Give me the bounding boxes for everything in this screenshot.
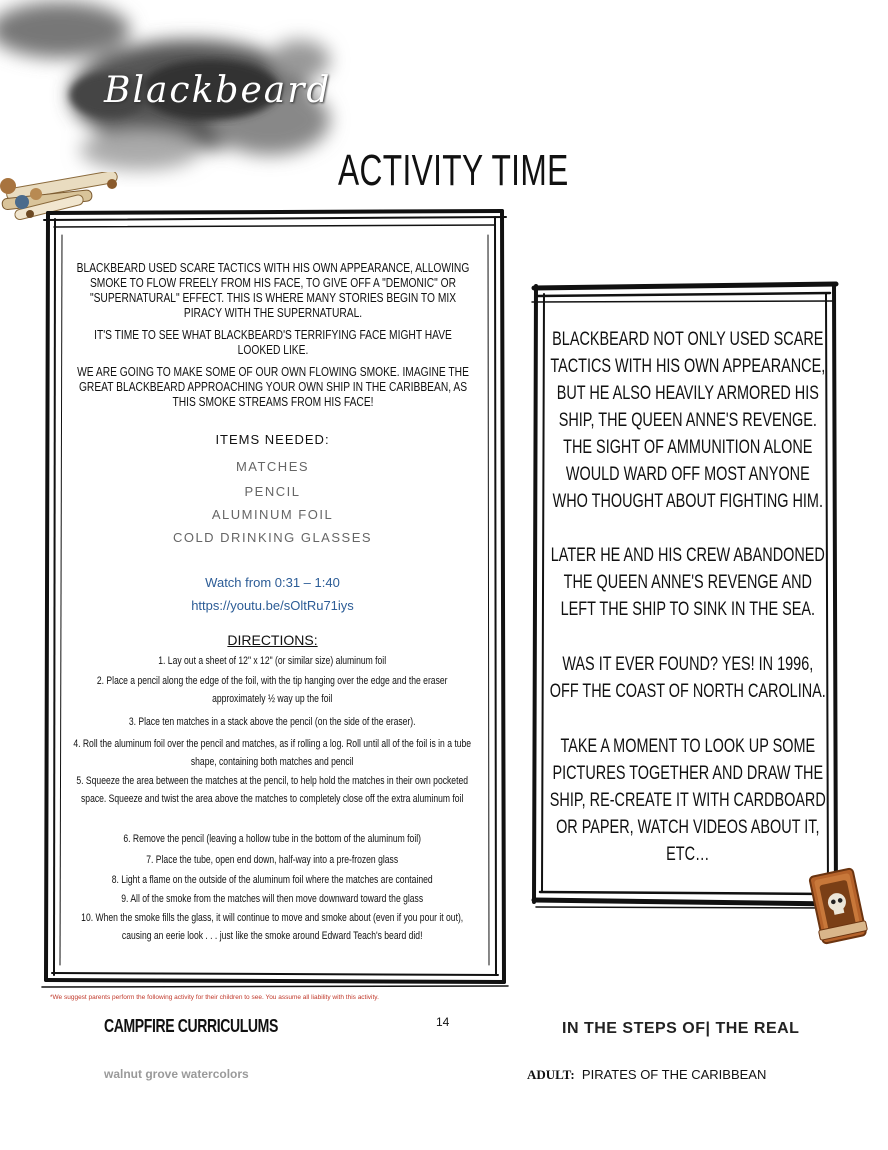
direction-step-9: 9. All of the smoke from the matches will then move downward toward the glass <box>121 893 424 905</box>
direction-step-3: 3. Place ten matches in a stack above the pencil (on the side of the eraser). <box>129 716 416 728</box>
right-paragraph-2: LATER HE AND HIS CREW ABANDONED THE QUEEN ANNE'S REVENGE AND LEFT THE SHIP TO SINK IN THE SEA. <box>550 545 826 620</box>
series-title: IN THE STEPS OF| THE REAL <box>562 1020 800 1037</box>
level-value: PIRATES OF THE CARIBBEAN <box>581 1067 767 1082</box>
direction-step-7: 7. Place the tube, open end down, half-way into a pre-frozen glass <box>146 854 399 866</box>
footer-brand: CAMPFIRE CURRICULUMS <box>104 1016 278 1036</box>
level-label: ADULT: <box>527 1067 575 1082</box>
item-matches: MATCHES <box>235 459 310 474</box>
direction-step-10: 10. When the smoke fills the glass, it will continue to move and smoke about (even if you pour it out), causing an eerie look . . . just like the smoke around Edward Teach's beard did! <box>81 912 464 942</box>
item-aluminum-foil: ALUMINUM FOIL <box>211 507 334 522</box>
direction-step-8: 8. Light a flame on the outside of the aluminum foil where the matches are contained <box>112 874 433 886</box>
publisher-name: walnut grove watercolors <box>104 1067 249 1081</box>
right-paragraph-1: BLACKBEARD NOT ONLY USED SCARE TACTICS WITH HIS OWN APPEARANCE, BUT HE ALSO HEAVILY ARMORED HIS SHIP, THE QUEEN ANNE'S REVENGE. THE SIGHT OF AMMUNITION ALONE WOULD WARD OFF MOST ANYONE WHO THOUGHT ABOUT FIGHTING HIM. <box>550 329 826 512</box>
intro-paragraph-3: WE ARE GOING TO MAKE SOME OF OUR OWN FLOWING SMOKE. IMAGINE THE GREAT BLACKBEARD APPROACHING YOUR OWN SHIP IN THE CARIBBEAN, AS THIS SMOKE STREAMS FROM HIS FACE! <box>76 365 469 409</box>
level-line <box>527 1067 766 1083</box>
direction-step-5: 5. Squeeze the area between the matches at the pencil, to help hold the matches in their own pocketed space. Squeeze and twist the area above the matches to completely close off the extra aluminum foil <box>76 775 469 805</box>
direction-step-4: 4. Roll the aluminum foil over the pencil and matches, as if rolling a log. Roll until all of the foil is in a tube shape, containing both matches and pencil <box>73 738 472 768</box>
direction-step-2: 2. Place a pencil along the edge of the foil, with the tip hanging over the edge and the eraser approximately ½ way up the foil <box>97 675 448 705</box>
disclaimer-note: *We suggest parents perform the following activity for their children to see. You assume all liability with this activity. <box>50 994 379 1001</box>
brand-script-title: Blackbeard <box>104 70 332 111</box>
right-paragraph-4: TAKE A MOMENT TO LOOK UP SOME PICTURES TOGETHER AND DRAW THE SHIP, RE-CREATE IT WITH CARDBOARD OR PAPER, WATCH VIDEOS ABOUT IT, ETC… <box>550 736 826 865</box>
direction-step-6: 6. Remove the pencil (leaving a hollow tube in the bottom of the aluminum foil) <box>123 833 422 845</box>
items-heading: ITEMS NEEDED: <box>215 432 330 447</box>
direction-step-1: 1. Lay out a sheet of 12" x 12" (or similar size) aluminum foil <box>158 655 387 667</box>
video-link[interactable]: https://youtu.be/sOltRu71iys <box>191 598 354 613</box>
item-pencil: PENCIL <box>244 484 301 499</box>
page-title: ACTIVITY TIME <box>338 146 569 195</box>
right-paragraph-3: WAS IT EVER FOUND? YES! IN 1996, OFF THE COAST OF NORTH CAROLINA. <box>550 654 826 702</box>
intro-paragraph-1: BLACKBEARD USED SCARE TACTICS WITH HIS OWN APPEARANCE, ALLOWING SMOKE TO FLOW FREELY FROM HIS FACE, TO GIVE OFF A "DEMONIC" OR "SUPERNATURAL" EFFECT. THIS IS WHERE MANY STORIES BEGIN TO MIX PIRACY WITH THE SUPERNATURAL. <box>76 261 469 320</box>
page-number: 14 <box>436 1015 450 1029</box>
directions-heading: DIRECTIONS: <box>227 632 318 648</box>
intro-paragraph-2: IT'S TIME TO SEE WHAT BLACKBEARD'S TERRIFYING FACE MIGHT HAVE LOOKED LIKE. <box>93 328 452 357</box>
skull-book-icon <box>808 866 868 948</box>
item-cold-glasses: COLD DRINKING GLASSES <box>172 530 373 545</box>
watch-time-range: Watch from 0:31 – 1:40 <box>205 575 340 590</box>
